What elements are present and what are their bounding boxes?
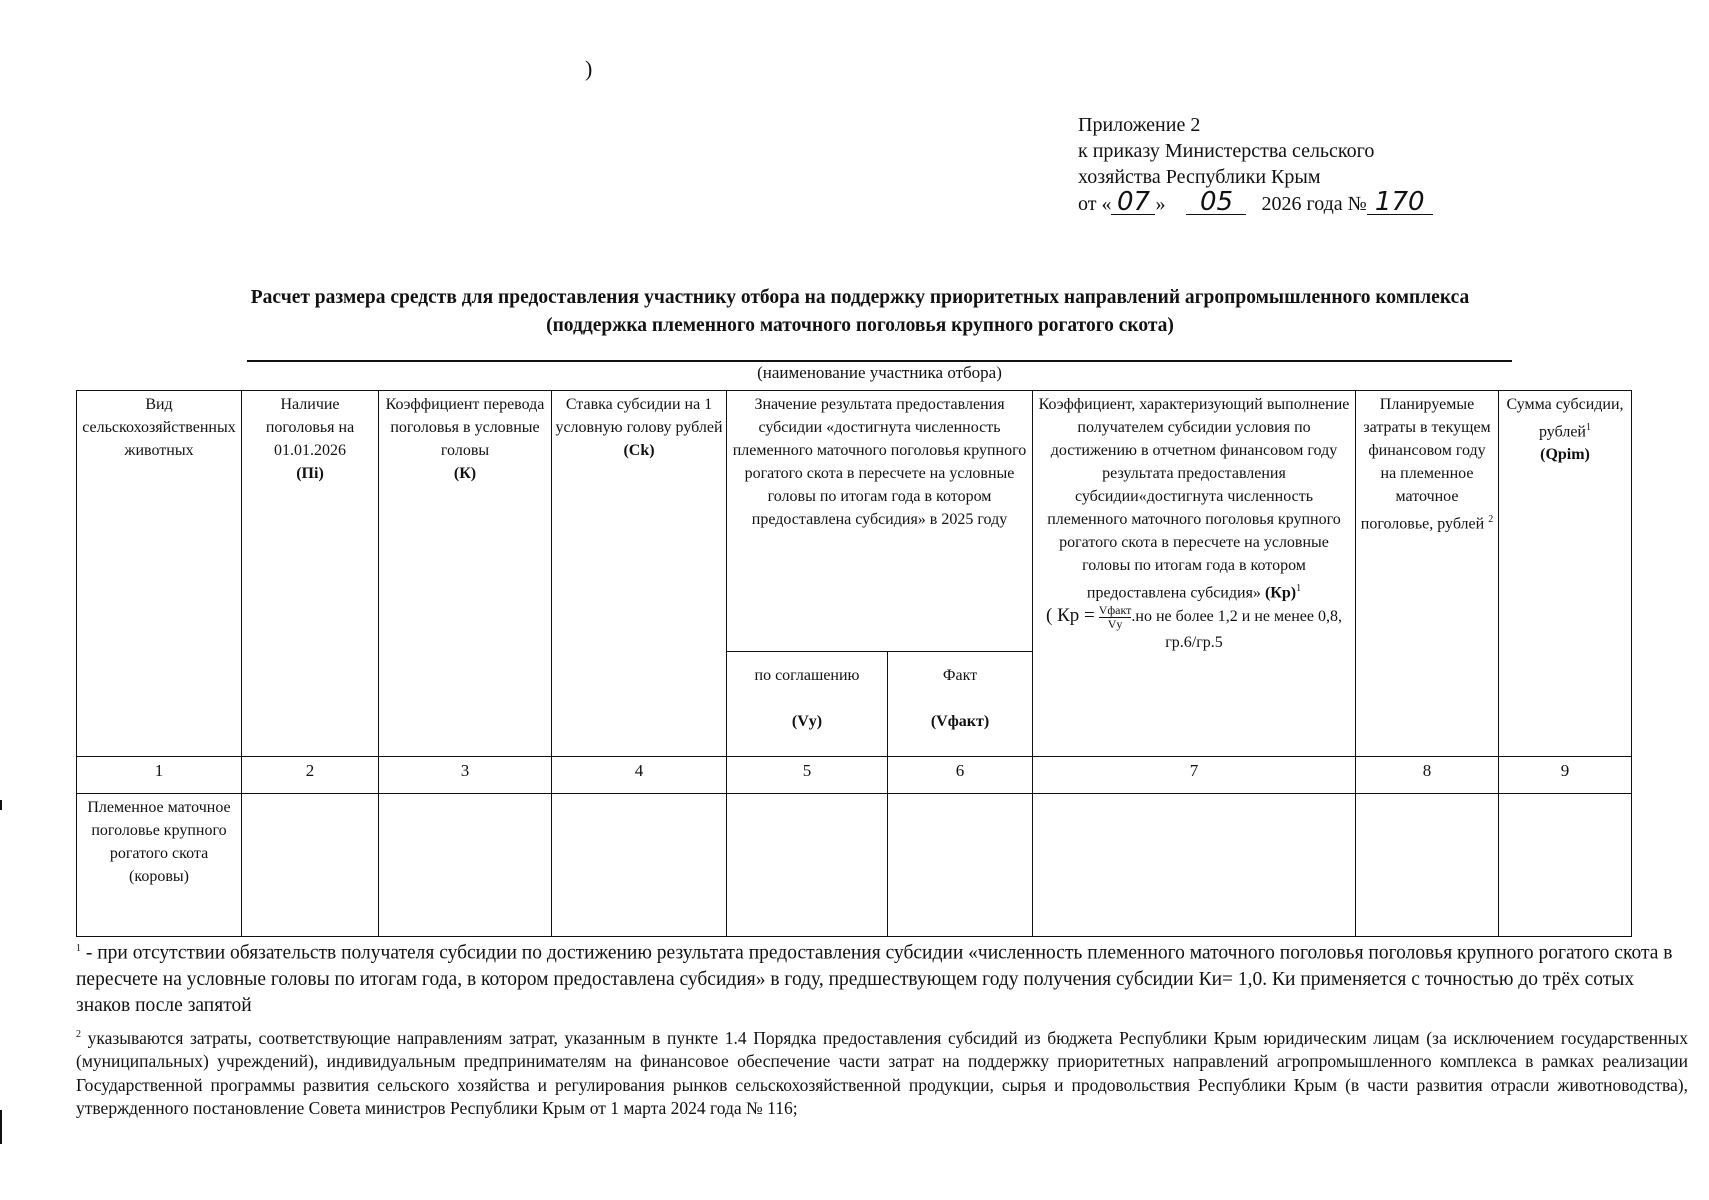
col-number: 5 — [727, 757, 888, 794]
empty-cell — [1499, 794, 1632, 937]
empty-cell — [1033, 794, 1356, 937]
col-number: 2 — [242, 757, 379, 794]
document-title — [70, 284, 1650, 340]
title-line-1: Расчет размера средств для предоставления участнику отбора на поддержку приоритетных направлений агропромышленного комплекса — [250, 287, 1470, 308]
appendix-block — [1078, 112, 1598, 217]
margin-mark — [0, 1110, 2, 1144]
handwritten-number: 170 — [1367, 190, 1433, 215]
row-label: Племенное маточное поголовье крупного рогатого скота (коровы) — [77, 794, 242, 937]
empty-cell — [888, 794, 1033, 937]
header-col1: Вид сельскохозяйственных животных — [77, 391, 242, 757]
header-col8: Планируемые затраты в текущем финансовом году на племенное маточное поголовье, рублей $^2$ — [1356, 391, 1499, 757]
col-number: 4 — [552, 757, 727, 794]
col-number: 7 — [1033, 757, 1356, 794]
handwritten-month: 05 — [1186, 190, 1246, 215]
col-number: 8 — [1356, 757, 1499, 794]
appendix-line-2: к приказу Министерства сельского — [1078, 140, 1375, 162]
header-col2: Наличие поголовья на 01.01.2026 (Пi) — [242, 391, 379, 757]
appendix-line-3: хозяйства Республики Крым — [1078, 166, 1321, 188]
date-quote: » — [1155, 193, 1166, 215]
appendix-date-line — [1078, 187, 1598, 217]
empty-cell — [242, 794, 379, 937]
header-col5-6: Значение результата предоставления субсидии «достигнута численность племенного маточного поголовья крупного рогатого скота в пересчете на условные головы по итогам года в котором предоставлена субсидия» в 2025 году — [727, 391, 1033, 652]
header-col9: Сумма субсидии, рублей$^1$ (Qpim) — [1499, 391, 1632, 757]
footnote-2: $^2$ указываются затраты, соответствующие направлениям затрат, указанным в пункте 1.4 Порядка предоставления субсидий из бюджета Республики Крым юридическим лицам (за исключением государственных (муниципальных) учреждений), индивидуальным предпринимателям на финансовое обеспечение части затрат на поддержку приоритетных направлений агропромышленного комплекса в рамках реализации Государственной программы развития сельского хозяйства и регулирования рынков сельскохозяйственной продукции, сырья и продовольствия Республики Крым (в части развития отрасли животноводства), утвержденного постановление Совета министров Республики Крым от 1 марта 2024 года № 116; — [76, 1027, 1688, 1119]
header-col6: Факт (Vфакт) — [888, 652, 1033, 757]
empty-cell — [727, 794, 888, 937]
header-col3: Коэффициент перевода поголовья в условные головы (К) — [379, 391, 552, 757]
date-prefix: от « — [1078, 193, 1112, 215]
header-col7: Коэффициент, характеризующий выполнение получателем субсидии условия по достижению в отчетном финансовом году результата предоставления субсидии«достигнута численность племенного маточного поголовья крупного рогатого скота в пересчете на условные головы по итогам года в котором предоставлена субсидия» (Кр)$^1$ ( Кр = $\frac{\text{Vфакт}}{Vу}$ .но не более 1,2 и не менее 0,8, гр.6/гр.5 — [1033, 391, 1356, 757]
column-number-row — [77, 757, 1632, 794]
calculation-table — [76, 390, 1632, 937]
header-col5: по соглашению (Vу) — [727, 652, 888, 757]
formula-fraction: $\frac{\text{Vфакт}}{Vу}$ — [1098, 603, 1132, 632]
appendix-line-1: Приложение 2 — [1078, 114, 1201, 136]
empty-cell — [1356, 794, 1499, 937]
empty-cell — [552, 794, 727, 937]
col-number: 6 — [888, 757, 1033, 794]
title-line-2: (поддержка племенного маточного поголовья крупного рогатого скота) — [546, 315, 1174, 336]
date-year: 2026 года № — [1261, 193, 1367, 215]
handwritten-day: 07 — [1111, 190, 1155, 215]
participant-caption: (наименование участника отбора) — [757, 363, 1002, 382]
header-col4: Ставка субсидии на 1 условную голову рублей (Ck) — [552, 391, 727, 757]
stray-mark: ) — [585, 56, 593, 81]
margin-mark — [0, 800, 2, 810]
header-row-1 — [77, 391, 1632, 652]
col-number: 3 — [379, 757, 552, 794]
col-number: 9 — [1499, 757, 1632, 794]
participant-name-line — [247, 360, 1512, 362]
table-row — [77, 794, 1632, 937]
col-number: 1 — [77, 757, 242, 794]
footnote-1: $^1$ - при отсутствии обязательств получателя субсидии по достижению результата предоставления субсидии «численность племенного маточного поголовья поголовья крупного рогатого скота в пересчете на условные головы по итогам года, в котором предоставлена субсидия» в году, предшествующем году получения субсидии Ки= 1,0. Ки применяется с точностью до трёх сотых знаков после запятой — [76, 942, 1673, 1016]
empty-cell — [379, 794, 552, 937]
